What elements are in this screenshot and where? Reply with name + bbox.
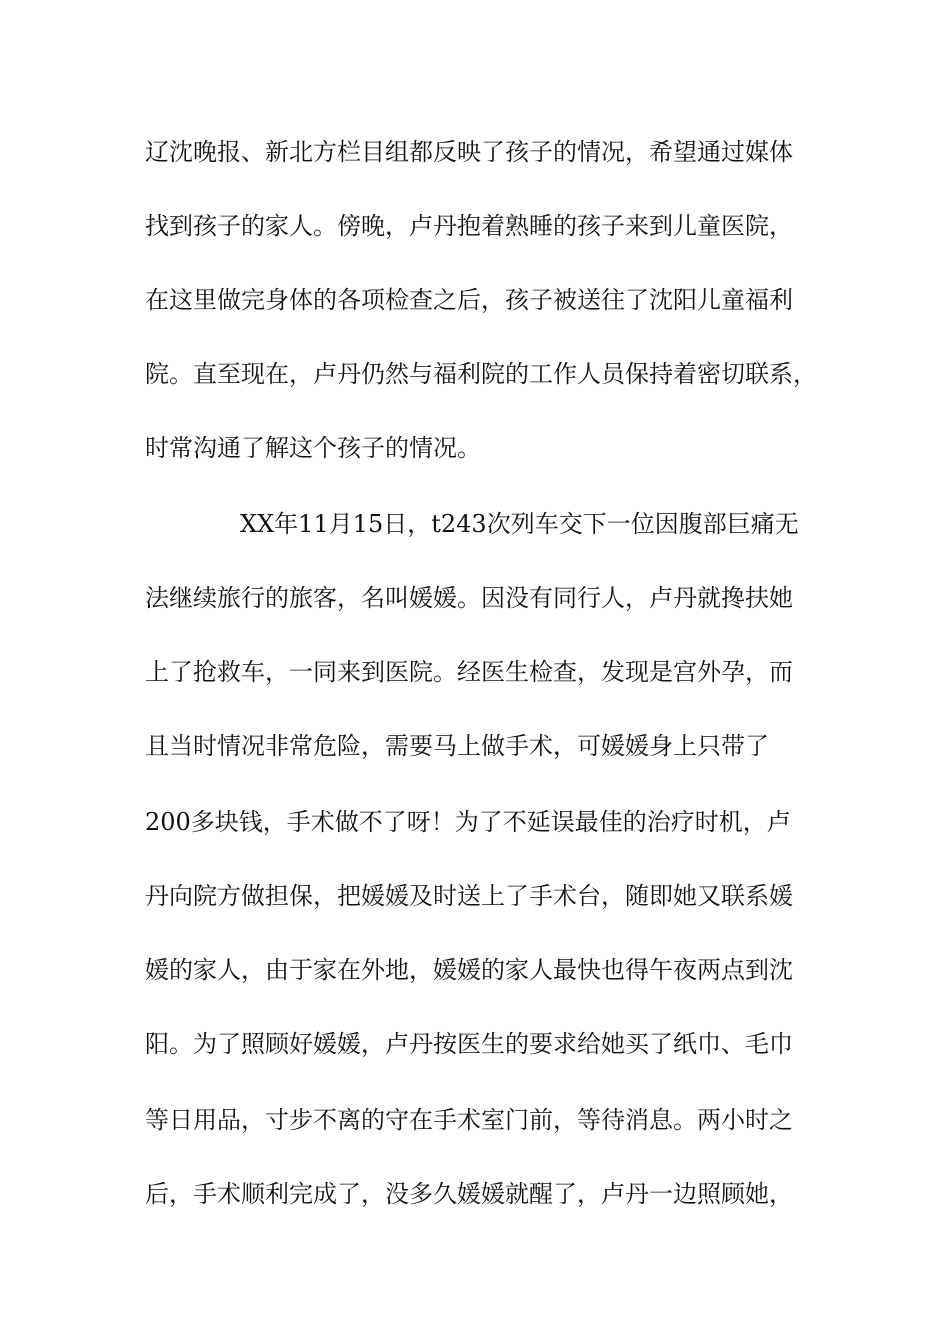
text-line: 阳。为了照顾好媛媛，卢丹按医生的要求给她买了纸巾、毛巾 [145,1030,793,1058]
text-line: 媛的家人，由于家在外地，媛媛的家人最快也得午夜两点到沈 [145,956,793,984]
text-line: 找到孩子的家人。傍晚，卢丹抱着熟睡的孩子来到儿童医院， [145,212,793,240]
text-line: 在这里做完身体的各项检查之后，孩子被送往了沈阳儿童福利 [145,286,793,314]
text-line: 后，手术顺利完成了，没多久媛媛就醒了，卢丹一边照顾她， [145,1180,793,1208]
text-line: 时常沟通了解这个孩子的情况。 [145,434,481,462]
text-line: 上了抢救车，一同来到医院。经医生检查，发现是宫外孕，而 [145,658,793,686]
text-line: 200多块钱，手术做不了呀！为了不延误最佳的治疗时机，卢 [145,808,791,836]
text-line: 丹向院方做担保，把媛媛及时送上了手术台，随即她又联系媛 [145,882,793,910]
text-line: 等日用品，寸步不离的守在手术室门前，等待消息。两小时之 [145,1106,793,1134]
text-line: 法继续旅行的旅客，名叫媛媛。因没有同行人，卢丹就搀扶她 [145,584,793,612]
text-line: 辽沈晚报、新北方栏目组都反映了孩子的情况，希望通过媒体 [145,138,793,166]
text-line: 院。直至现在，卢丹仍然与福利院的工作人员保持着密切联系， [145,360,817,388]
text-line: 且当时情况非常危险，需要马上做手术，可媛媛身上只带了 [145,732,769,760]
paragraph-start-line: XX年11月15日，t243次列车交下一位因腹部巨痛无 [240,510,799,538]
